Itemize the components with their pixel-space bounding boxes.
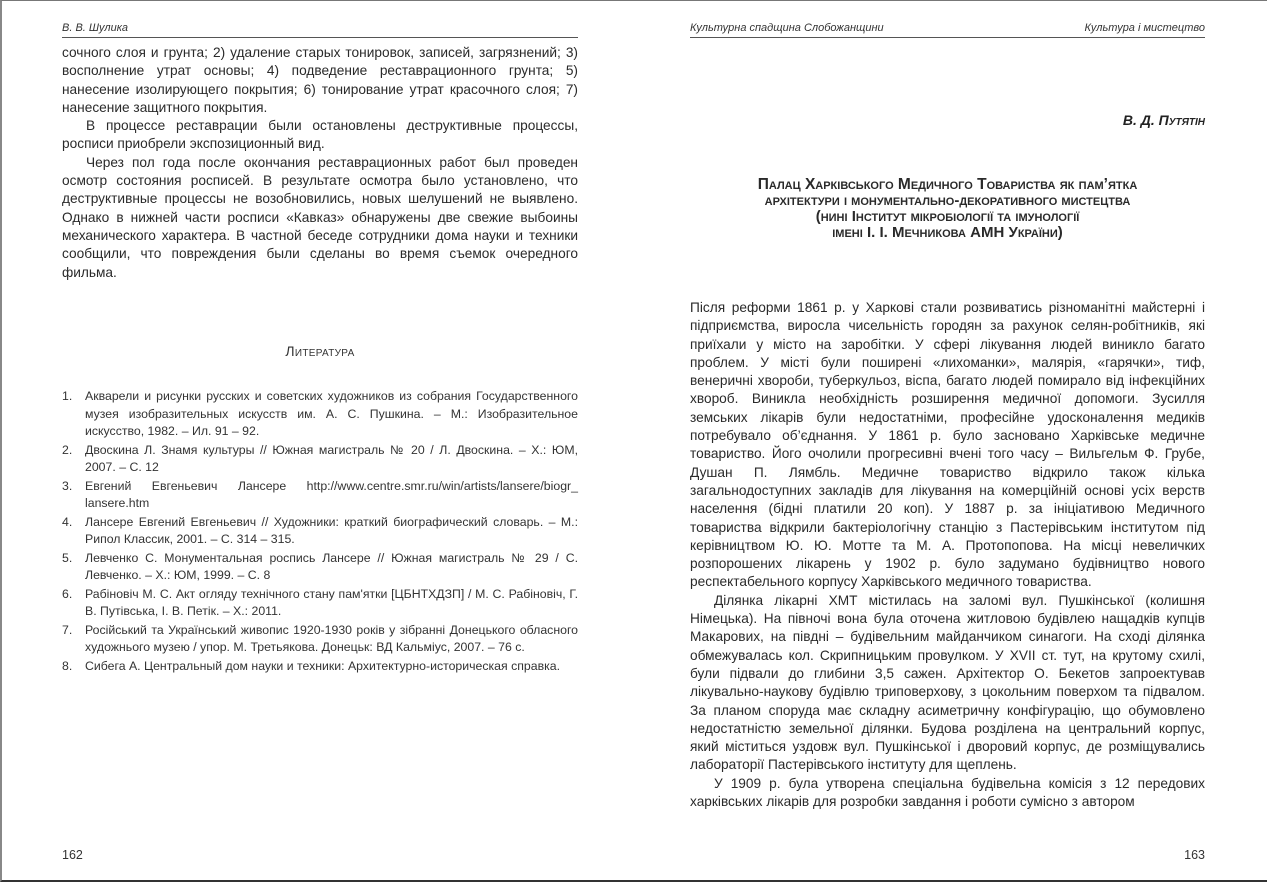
author-surname: Путятін — [1158, 112, 1205, 128]
title-line: (нині Інститут мікробіології та імунології — [815, 208, 1080, 225]
running-head-right-page — [690, 20, 1205, 38]
title-line: архітектури і монументально-декоративного мистецтва — [764, 192, 1131, 209]
right-body-text — [690, 299, 1205, 811]
reference-list — [62, 388, 578, 676]
page-number: 163 — [1184, 848, 1205, 862]
paragraph: сочного слоя и грунта; 2) удаление старых тонировок, записей, загрязнений; 3) восполнение утрат основы; 4) подведение реставрационного грунта; 5) нанесение изолирующего покрытия; 6) тонирование утрат красочного слоя; 7) нанесение защитного покрытия. — [62, 45, 578, 115]
left-page — [62, 0, 578, 881]
paragraph: Ділянка лікарні ХМТ містилась на заломі вул. Пушкінської (колишня Німецька). На півночі вона була оточена житловою будівлею нащадків купців Макарових, на півдні – будівельним майданчиком синагоги. На сході ділянка обмежувалась кол. Скрипницьким провулком. У XVII ст. тут, на крутому схилі, були підвали до глибини 3,5 сажен. Архітектор О. Бекетов запроектував лікувально-наукову будівлю триповерхову, з цокольним поверхом та підвалом. За планом споруда має складну асиметричну конфігурацію, що обумовлено недостатністю земельної ділянки. Будова розділена на центральний корпус, який міститься уздовж вул. Пушкінської і дворовий корпус, де розміщувались лабораторії Пастерівського інституту для щеплень. — [690, 592, 1205, 773]
running-head-journal: Культурна спадщина Слобожанщини — [690, 22, 884, 34]
title-line: Палац Харківського Медичного Товариства як пам’ятка — [757, 176, 1138, 193]
paragraph: В процессе реставрации были остановлены деструктивные процессы, росписи приобрели экспозиционный вид. — [62, 118, 578, 152]
right-page — [690, 0, 1205, 881]
reference-item: 3. Евгений Евгеньевич Лансере http://www.centre.smr.ru/win/artists/lansere/biogr_ lansere.htm — [62, 478, 578, 510]
reference-item: 7. Російський та Український живопис 1920-1930 років у зібранні Донецького обласного художнього музею / упор. М. Третьякова. Донецьк: ВД Кальміус, 2007. – 76 с. — [62, 622, 578, 654]
running-head-section: Культура і мистецтво — [1084, 22, 1205, 34]
reference-item: 8. Сибега А. Центральный дом науки и техники: Архитектурно-историческая справка. — [62, 658, 561, 673]
paragraph: Після реформи 1861 р. у Харкові стали розвиватись різноманітні майстерні і підприємства, виросла чисельність городян за рахунок селян-робітників, які приїхали у місто на заробітки. У сфері лікування людей виникло багато проблем. У місті були поширені «лихоманки», малярія, «гарячки», тиф, венеричні хвороби, туберкульоз, віспа, багато людей помирало від інфекційних хвороб. Виникла необхідність розширення медичної допомоги. Зусилля земських лікарів були недостатніми, професійне удосконалення медиків потребувало об’єднання. У 1861 р. було засновано Харківське медичне товариство. Його очолили прогресивні вчені того часу – Вильгельм Ф. Грубе, Душан П. Лямбль. Медичне товариство відкрило також кілька загальнодоступних закладів для лікування на комерційній основі усіх верств населення (бідні платили 20 коп). У 1887 р. за ініціативою Медичного товариства відкрили бактеріологічну станцію з Пастерівським інститутом під керівництвом Ю. Ю. Мотте та М. А. Протопопова. На місці невеличких розпорошених лікарень у 1902 р. було задумано будівництво нового респектабельного корпусу Харківського медичного товариства. — [690, 300, 1205, 590]
reference-item: 4. Лансере Евгений Евгеньевич // Художники: краткий биографический словарь. – М.: Рипол Классик, 2001. – С. 314 – 315. — [62, 514, 578, 546]
article-author — [1123, 112, 1205, 128]
title-line: імені І. І. Мечникова АМН України) — [832, 224, 1063, 241]
paragraph: Через пол года после окончания реставрационных работ был проведен осмотр состояния росписей. В результате осмотра было установлено, что деструктивные процессы не возобновились, новых шелушений не выявлено. Однако в нижней части росписи «Кавказ» обнаружены две свежие выбоины механического характера. В частной беседе сотрудники дома науки и техники сообщили, что повреждения были сделаны во время съемок очередного фильма. — [62, 154, 578, 280]
reference-item: 5. Левченко С. Монументальная роспись Лансере // Южная магистраль № 29 / С. Левченко. – Х.: ЮМ, 1999. – С. 8 — [62, 550, 578, 582]
reference-item: 1. Акварели и рисунки русских и советских художников из собрания Государственного музея изобразительных искусств им. А. С. Пушкина. – М.: Изобразительное искусство, 1982. – Ил. 91 – 92. — [62, 389, 578, 438]
article-title — [690, 177, 1205, 241]
running-head-author: В. В. Шулика — [62, 22, 129, 34]
author-initials: В. Д. — [1122, 112, 1159, 128]
reference-item: 6. Рабіновіч М. С. Акт огляду технічного стану пам'ятки [ЦБНТХДЗП] / М. С. Рабіновіч, Г. В. Путівська, І. В. Петік. – Х.: 2011. — [62, 586, 578, 618]
left-body-text — [62, 44, 578, 282]
literature-heading: Литература — [285, 343, 355, 359]
running-head-left-page — [62, 20, 578, 38]
paragraph: У 1909 р. була утворена спеціальна будівельна комісія з 12 передових харківських лікарів для розробки завдання і роботи сумісно з автором — [690, 775, 1205, 810]
page-number: 162 — [62, 848, 83, 862]
reference-item: 2. Двоскина Л. Знамя культуры // Южная магистраль № 20 / Л. Двоскина. – Х.: ЮМ, 2007. – С. 12 — [62, 442, 578, 474]
